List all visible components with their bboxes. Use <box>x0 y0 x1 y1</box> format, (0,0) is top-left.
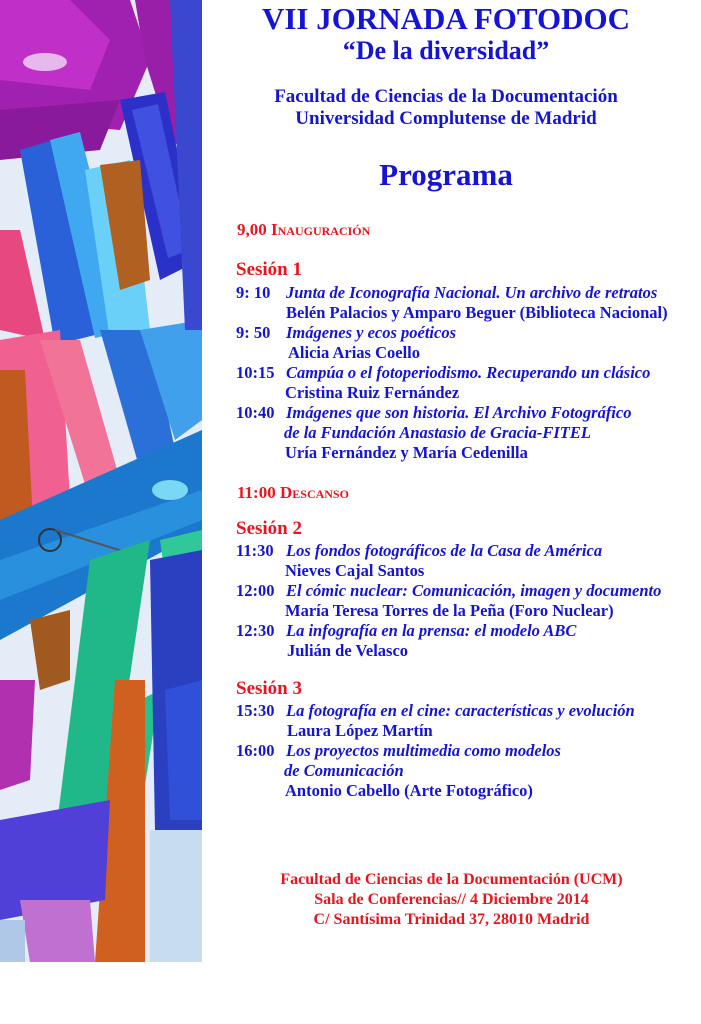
talk-time-title <box>236 741 561 761</box>
talk-time-title <box>236 363 650 383</box>
talk-speaker: Uría Fernández y María Cedenilla <box>285 443 528 462</box>
talk-time: 9: 50 <box>236 323 271 342</box>
talk-title: Los fondos fotográficos de la Casa de América <box>286 541 603 560</box>
event-subtitle: “De la diversidad” <box>342 36 550 65</box>
talk-speaker: Julián de Velasco <box>287 641 409 660</box>
clothespins-photo <box>0 0 202 962</box>
talk-title: Imágenes que son historia. El Archivo Fotográfico <box>286 403 632 422</box>
session-2-title: Sesión 2 <box>236 518 302 539</box>
talk-time: 16:00 <box>236 741 275 760</box>
talk-speaker: Antonio Cabello (Arte Fotográfico) <box>285 781 533 800</box>
talk-title: La infografía en la prensa: el modelo ABC <box>286 621 577 640</box>
talk-speaker: Belén Palacios y Amparo Beguer (Biblioteca Nacional) <box>286 303 668 322</box>
session-3-title: Sesión 3 <box>236 678 302 699</box>
venue-line: Facultad de Ciencias de la Documentación (UCM) <box>280 871 623 888</box>
institution-faculty: Facultad de Ciencias de la Documentación <box>274 86 618 107</box>
talk-title: Junta de Iconografía Nacional. Un archivo de retratos <box>286 283 658 302</box>
session-1-title: Sesión 1 <box>236 259 302 280</box>
talk-time: 15:30 <box>236 701 275 720</box>
talk-title: El cómic nuclear: Comunicación, imagen y documento <box>286 581 662 600</box>
talk-title-continued <box>284 423 591 443</box>
talk-speaker: Cristina Ruiz Fernández <box>285 383 460 402</box>
talk-time-title <box>236 403 631 423</box>
talk-speaker: Nieves Cajal Santos <box>285 561 425 580</box>
talk-time: 10:15 <box>236 363 275 382</box>
break-item <box>237 482 349 504</box>
opening-time: 9,00 <box>237 220 267 239</box>
talk-title: Los proyectos multimedia como modelos <box>286 741 561 760</box>
opening-label: Inauguración <box>271 220 371 239</box>
talk-time-title <box>236 323 456 343</box>
address-line: C/ Santísima Trinidad 37, 28010 Madrid <box>313 911 590 928</box>
talk-time: 10:40 <box>236 403 275 422</box>
institution-university: Universidad Complutense de Madrid <box>295 108 597 129</box>
talk-time: 12:30 <box>236 621 275 640</box>
talk-time-title <box>236 581 661 601</box>
talk-time-title <box>236 541 602 561</box>
talk-time-title <box>236 621 576 641</box>
opening-item <box>237 219 370 241</box>
program-content <box>202 0 701 1024</box>
event-title: VII JORNADA FOTODOC <box>261 1 631 36</box>
talk-title-continued <box>284 761 404 781</box>
talk-time-title <box>236 283 657 303</box>
talk-speaker: Alicia Arias Coello <box>288 343 420 362</box>
talk-speaker: María Teresa Torres de la Peña (Foro Nuclear) <box>285 601 614 620</box>
talk-title: La fotografía en el cine: características y evolución <box>286 701 635 720</box>
talk-time: 12:00 <box>236 581 275 600</box>
date-line: Sala de Conferencias// 4 Diciembre 2014 <box>314 891 589 908</box>
talk-title-cont: de Comunicación <box>284 761 404 780</box>
talk-title: Imágenes y ecos poéticos <box>286 323 457 342</box>
program-heading: Programa <box>379 157 513 192</box>
talk-time: 11:30 <box>236 541 274 560</box>
talk-time: 9: 10 <box>236 283 271 302</box>
talk-title-cont: de la Fundación Anastasio de Gracia-FITEL <box>284 423 591 442</box>
talk-time-title <box>236 701 635 721</box>
talk-title: Campúa o el fotoperiodismo. Recuperando un clásico <box>286 363 651 382</box>
break-label: Descanso <box>279 483 349 502</box>
break-time: 11:00 <box>237 483 276 502</box>
talk-speaker: Laura López Martín <box>287 721 433 740</box>
